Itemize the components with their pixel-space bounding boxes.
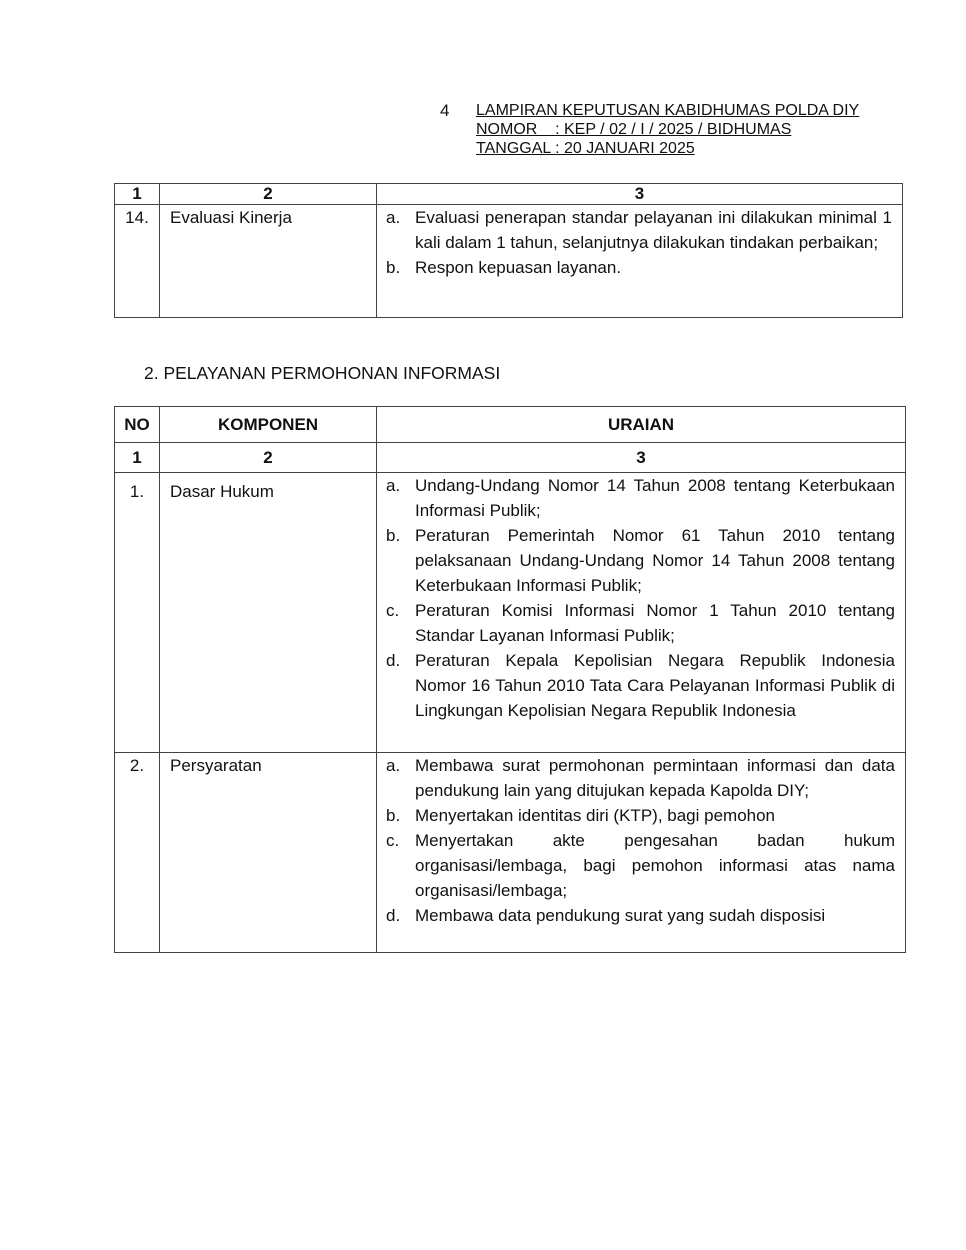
item-marker: c. xyxy=(386,601,400,620)
item-marker: a. xyxy=(386,756,401,775)
row-component: Persyaratan xyxy=(160,753,377,953)
row-description xyxy=(377,753,906,953)
item-text: Menyertakan identitas diri (KTP), bagi pemohon xyxy=(415,806,776,825)
list-item xyxy=(386,803,895,828)
item-marker: b. xyxy=(386,258,401,277)
header-component: KOMPONEN xyxy=(160,407,377,443)
section-title: 2. PELAYANAN PERMOHONAN INFORMASI xyxy=(144,363,501,383)
row-component: Evaluasi Kinerja xyxy=(160,205,377,318)
item-marker: c. xyxy=(386,831,400,850)
table-row xyxy=(115,753,906,953)
list-item xyxy=(386,523,895,598)
list-item xyxy=(386,903,895,928)
item-text: Respon kepuasan layanan. xyxy=(415,258,622,277)
row-number: 14. xyxy=(115,205,160,318)
item-text: Undang-Undang Nomor 14 Tahun 2008 tentang Keterbukaan Informasi Publik; xyxy=(415,476,895,520)
list-item xyxy=(386,255,892,280)
col-number-1: 1 xyxy=(115,184,160,205)
row-number: 1. xyxy=(115,473,160,753)
item-marker: d. xyxy=(386,651,401,670)
item-text: Menyertakan akte pengesahan badan hukum organisasi/lembaga, bagi pemohon informasi atas nama organisasi/lembaga; xyxy=(415,831,895,900)
document-header xyxy=(476,101,859,158)
header-row xyxy=(115,407,906,443)
list-item xyxy=(386,753,895,803)
row-description xyxy=(377,473,906,753)
header-line-date: TANGGAL : 20 JANUARI 2025 xyxy=(476,140,695,157)
item-text: Peraturan Komisi Informasi Nomor 1 Tahun 2010 tentang Standar Layanan Informasi Publik; xyxy=(415,601,895,645)
item-marker: d. xyxy=(386,906,401,925)
header-line-number: NOMOR : KEP / 02 / I / 2025 / BIDHUMAS xyxy=(476,121,792,138)
header-description: URAIAN xyxy=(377,407,906,443)
table-row xyxy=(115,205,903,318)
list-item xyxy=(386,648,895,723)
item-text: Evaluasi penerapan standar pelayanan ini dilakukan minimal 1 kali dalam 1 tahun, selanjutnya dilakukan tindakan perbaikan; xyxy=(415,208,892,252)
list-item xyxy=(386,473,895,523)
col-number-2: 2 xyxy=(160,184,377,205)
item-marker: b. xyxy=(386,806,401,825)
description-list xyxy=(377,473,905,723)
item-text: Peraturan Kepala Kepolisian Negara Republik Indonesia Nomor 16 Tahun 2010 Tata Cara Pelayanan Informasi Publik di Lingkungan Kepolisian Negara Republik Indonesia xyxy=(415,651,895,720)
list-item xyxy=(386,828,895,903)
row-component: Dasar Hukum xyxy=(160,473,377,753)
item-text: Peraturan Pemerintah Nomor 61 Tahun 2010 tentang pelaksanaan Undang-Undang Nomor 14 Tahun 2008 tentang Keterbukaan Informasi Publik; xyxy=(415,526,895,595)
row-number: 2. xyxy=(115,753,160,953)
information-request-table xyxy=(114,406,906,953)
col-number-3: 3 xyxy=(377,443,906,473)
header-no: NO xyxy=(115,407,160,443)
item-text: Membawa surat permohonan permintaan informasi dan data pendukung lain yang ditujukan kepada Kapolda DIY; xyxy=(415,756,895,800)
page-number: 4 xyxy=(440,101,450,120)
column-number-row xyxy=(115,443,906,473)
column-number-row xyxy=(115,184,903,205)
item-marker: a. xyxy=(386,476,401,495)
description-list xyxy=(377,753,905,928)
col-number-1: 1 xyxy=(115,443,160,473)
header-line-title: LAMPIRAN KEPUTUSAN KABIDHUMAS POLDA DIY xyxy=(476,102,860,119)
continuation-table xyxy=(114,183,903,318)
col-number-3: 3 xyxy=(377,184,903,205)
item-text: Membawa data pendukung surat yang sudah disposisi xyxy=(415,906,826,925)
item-marker: a. xyxy=(386,208,401,227)
col-number-2: 2 xyxy=(160,443,377,473)
table-row xyxy=(115,473,906,753)
description-list xyxy=(377,205,902,280)
item-marker: b. xyxy=(386,526,401,545)
row-description xyxy=(377,205,903,318)
list-item xyxy=(386,598,895,648)
list-item xyxy=(386,205,892,255)
